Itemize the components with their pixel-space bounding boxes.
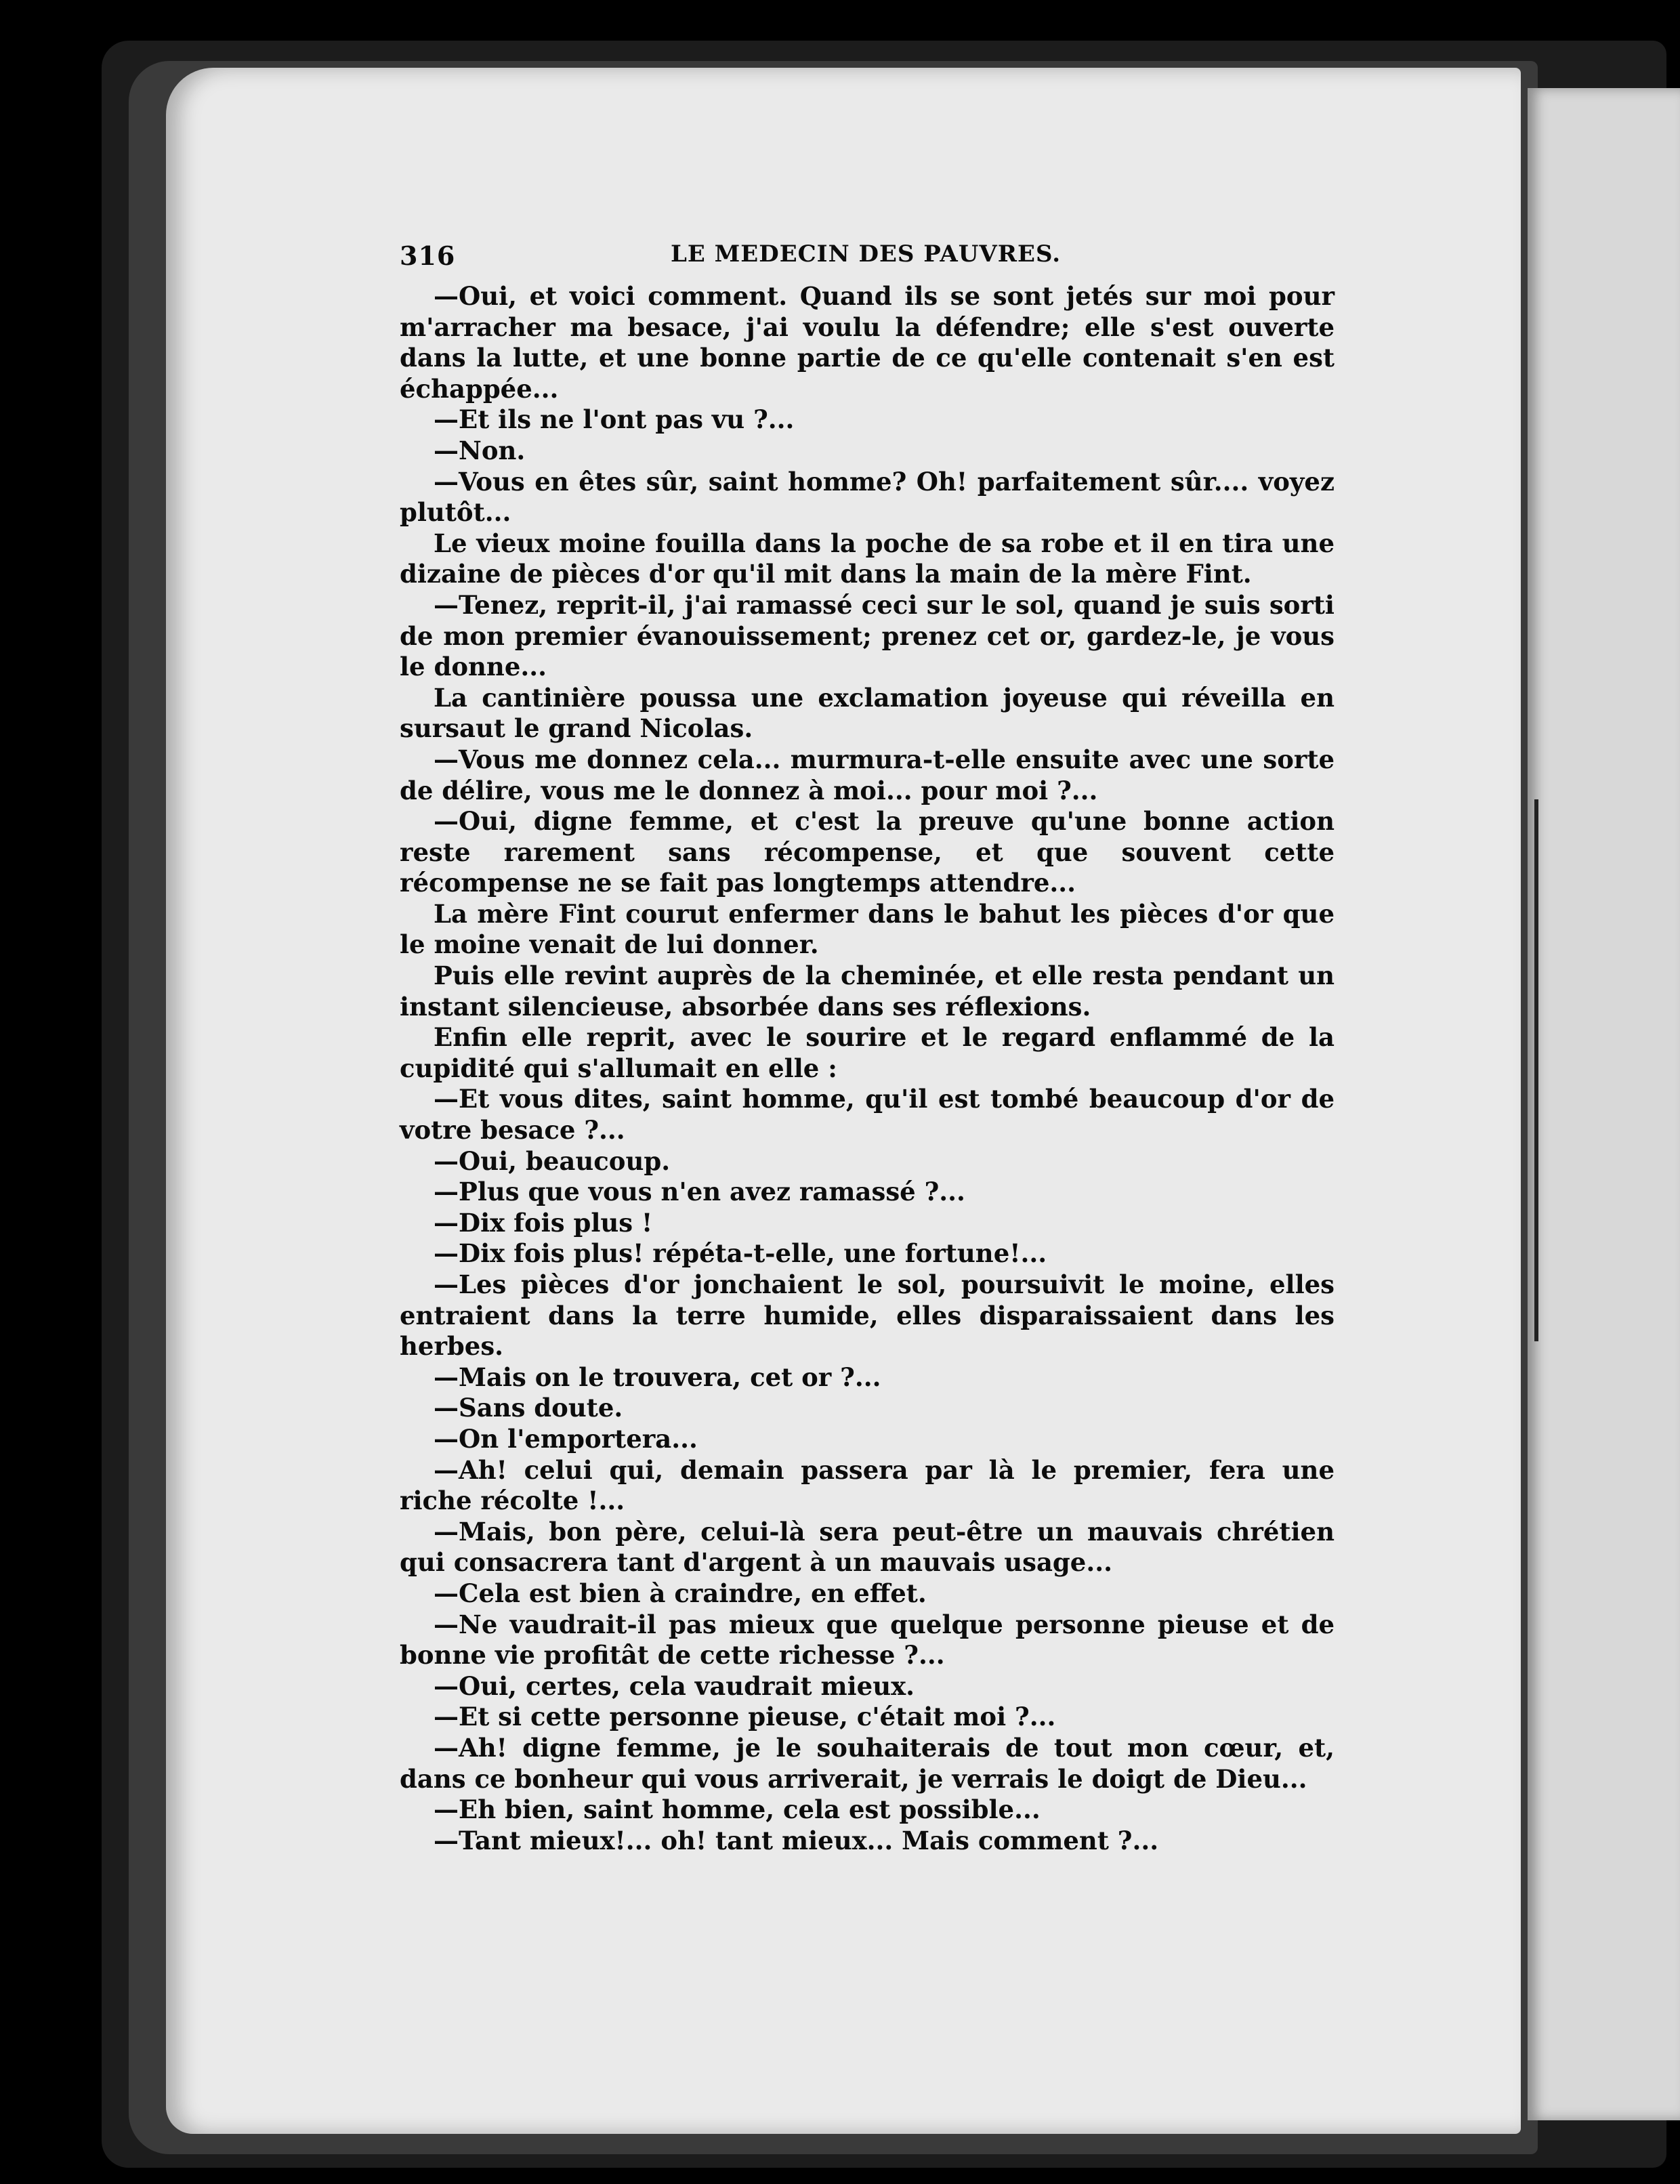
paragraph: —Les pièces d'or jonchaient le sol, poursuivit le moine, elles entraient dans la terre humide, elles disparaissaient dans les herbes.	[400, 1269, 1335, 1362]
paragraph: —Dix fois plus! répéta-t-elle, une fortune!...	[434, 1238, 1047, 1269]
paragraph: —Et vous dites, saint homme, qu'il est tombé beaucoup d'or de votre besace ?...	[400, 1084, 1335, 1146]
paragraph: —Dix fois plus !	[434, 1207, 653, 1238]
paragraph: —Ah! celui qui, demain passera par là le premier, fera une riche récolte !...	[400, 1454, 1335, 1516]
paragraph: —Eh bien, saint homme, cela est possible...	[434, 1794, 1041, 1825]
running-title: LE MEDECIN DES PAUVRES.	[671, 240, 1062, 268]
paragraph: —Ah! digne femme, je le souhaiterais de tout mon cœur, et, dans ce bonheur qui vous arriverait, je verrais le doigt de Dieu...	[400, 1732, 1335, 1794]
paragraph: —Tant mieux!... oh! tant mieux... Mais comment ?...	[434, 1825, 1159, 1855]
paragraph: —On l'emportera...	[434, 1423, 698, 1454]
paragraph: —Plus que vous n'en avez ramassé ?...	[434, 1177, 965, 1207]
paragraph: —Ne vaudrait-il pas mieux que quelque personne pieuse et de bonne vie profitât de cette richesse ?...	[400, 1609, 1335, 1671]
paragraph: —Tenez, reprit-il, j'ai ramassé ceci sur le sol, quand je suis sorti de mon premier évanouissement; prenez cet or, gardez-le, je vous le donne...	[400, 589, 1335, 682]
paragraph: —Non.	[434, 435, 526, 465]
paragraph: —Mais, bon père, celui-là sera peut-être un mauvais chrétien qui consacrera tant d'argent à un mauvais usage...	[400, 1516, 1335, 1578]
paragraph: —Et ils ne l'ont pas vu ?...	[434, 404, 795, 435]
paragraph: —Oui, et voici comment. Quand ils se sont jetés sur moi pour m'arracher ma besace, j'ai voulu la défendre; elle s'est ouverte dans la lutte, et une bonne partie de ce qu'elle contenait s'en est échappée...	[400, 281, 1335, 404]
paragraph: —Mais on le trouvera, cet or ?...	[434, 1362, 881, 1392]
paragraph: —Et si cette personne pieuse, c'était moi ?...	[434, 1702, 1056, 1732]
page-content	[400, 234, 1335, 1856]
body-text	[400, 281, 1335, 1856]
paragraph: —Vous me donnez cela... murmura-t-elle ensuite avec une sorte de délire, vous me le donnez à moi... pour moi ?...	[400, 744, 1335, 805]
paragraph: Le vieux moine fouilla dans la poche de sa robe et il en tira une dizaine de pièces d'or qu'il mit dans la main de la mère Fint.	[400, 528, 1335, 589]
paragraph: —Oui, certes, cela vaudrait mieux.	[434, 1671, 915, 1701]
paragraph: La mère Fint courut enfermer dans le bahut les pièces d'or que le moine venait de lui donner.	[400, 898, 1335, 960]
facing-page-edge	[1528, 88, 1680, 2120]
paragraph: —Oui, beaucoup.	[434, 1146, 671, 1176]
paragraph: —Sans doute.	[434, 1393, 623, 1423]
paragraph: Puis elle revint auprès de la cheminée, et elle resta pendant un instant silencieuse, absorbée dans ses réflexions.	[400, 961, 1335, 1022]
page-header	[400, 234, 1335, 281]
paragraph: Enfin elle reprit, avec le sourire et le regard enflammé de la cupidité qui s'allumait en elle :	[400, 1022, 1335, 1083]
paragraph: La cantinière poussa une exclamation joyeuse qui réveilla en sursaut le grand Nicolas.	[400, 682, 1335, 744]
binding-shadow	[1534, 799, 1538, 1341]
paragraph: —Oui, digne femme, et c'est la preuve qu'une bonne action reste rarement sans récompense, et que souvent cette récompense ne se fait pas longtemps attendre...	[400, 806, 1335, 898]
page-number: 316	[400, 240, 456, 271]
paragraph: —Cela est bien à craindre, en effet.	[434, 1578, 927, 1608]
paragraph: —Vous en êtes sûr, saint homme? Oh! parfaitement sûr.... voyez plutôt...	[400, 466, 1335, 528]
